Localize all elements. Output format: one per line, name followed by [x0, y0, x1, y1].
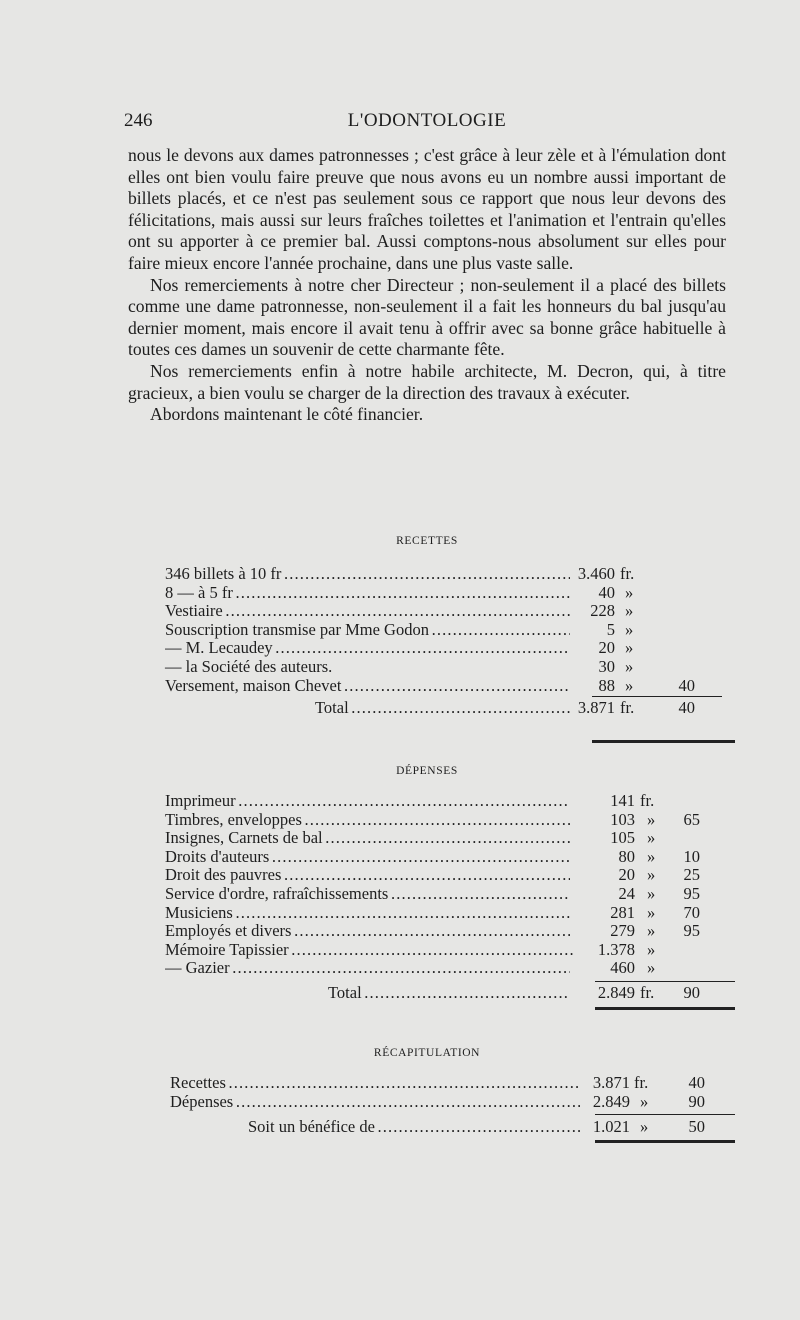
- depenses-row: [165, 904, 735, 923]
- body-text: [128, 145, 726, 426]
- row-unit: fr.: [620, 564, 635, 583]
- recettes-row: [165, 565, 735, 584]
- sum-rule: [595, 981, 735, 982]
- depenses-title: DÉPENSES: [396, 765, 458, 777]
- row-unit: fr.: [640, 791, 655, 810]
- paragraph-2: Nos remerciements à notre cher Directeur ; non-seulement il a placé des billets comme une dame patronnesse, non-seulement il a fait les honneurs du bal jusqu'au dernier moment, mais encore il avait tenu à offrir avec sa bonne grâce habituelle à toutes ces dames un souvenir de cette charmante fête.: [128, 274, 726, 360]
- row-unit: »: [625, 601, 634, 621]
- recettes-row: [165, 639, 735, 658]
- recapitulation-title: RÉCAPITULATION: [373, 1047, 481, 1059]
- row-cents: 95: [683, 921, 700, 941]
- row-cents: 40: [678, 675, 695, 695]
- total-rule: [595, 1140, 735, 1143]
- total-unit: fr.: [640, 982, 655, 1002]
- row-description: — Gazier . . .: [165, 959, 570, 978]
- recettes-title: RECETTES: [396, 535, 458, 547]
- total-unit: fr.: [620, 698, 635, 718]
- row-description: Imprimeur . . .: [165, 792, 570, 811]
- row-unit: »: [647, 939, 656, 959]
- recettes-row: [165, 677, 735, 696]
- row-cents: 40: [688, 1073, 705, 1092]
- recettes-row: [165, 584, 735, 603]
- recettes-row: [165, 602, 735, 621]
- row-francs: 2.849: [592, 1091, 630, 1111]
- row-francs: 20: [598, 638, 615, 658]
- row-description: Musiciens . . .: [165, 904, 570, 923]
- depenses-row: [165, 829, 735, 848]
- row-unit: »: [647, 865, 656, 885]
- row-cents: 10: [683, 846, 700, 866]
- row-unit: »: [625, 656, 634, 676]
- row-description: Insignes, Carnets de bal . . .: [165, 829, 570, 848]
- row-francs: 3.460: [577, 564, 615, 583]
- total-unit: »: [640, 1117, 649, 1137]
- total-francs: 3.871: [577, 698, 615, 718]
- row-francs: 460: [610, 958, 635, 978]
- row-cents: 25: [683, 865, 700, 885]
- row-description: — la Société des auteurs.: [165, 656, 333, 676]
- row-unit: »: [647, 846, 656, 866]
- depenses-row: [165, 941, 735, 960]
- row-francs: 88: [598, 675, 615, 695]
- row-francs: 40: [598, 582, 615, 602]
- row-description: Mémoire Tapissier . . .: [165, 941, 575, 960]
- row-unit: »: [625, 582, 634, 602]
- row-francs: 1.378: [597, 939, 635, 959]
- depenses-row: [165, 848, 735, 867]
- total-rule: [592, 740, 735, 743]
- row-description: Versement, maison Chevet . . .: [165, 677, 570, 696]
- row-unit: »: [647, 958, 656, 978]
- row-description: Vestiaire . . .: [165, 602, 570, 621]
- row-description: Timbres, enveloppes . . .: [165, 811, 570, 830]
- total-cents: 40: [678, 698, 695, 718]
- recapitulation-row: [170, 1074, 740, 1093]
- row-francs: 5: [606, 619, 615, 639]
- row-francs: 103: [610, 809, 635, 829]
- depenses-row: [165, 885, 735, 904]
- row-cents: 95: [683, 883, 700, 903]
- total-francs: 2.849: [597, 982, 635, 1002]
- recapitulation-row: [170, 1093, 740, 1112]
- recettes-row: [165, 621, 735, 640]
- row-cents: 70: [683, 902, 700, 922]
- total-cents: 90: [683, 982, 700, 1002]
- row-francs: 105: [610, 828, 635, 848]
- row-unit: »: [625, 638, 634, 658]
- row-francs: 30: [598, 656, 615, 676]
- row-unit: »: [647, 902, 656, 922]
- row-description: 346 billets à 10 fr . . .: [165, 565, 570, 584]
- recettes-table: [165, 565, 735, 718]
- row-unit: »: [647, 809, 656, 829]
- row-francs: 24: [618, 883, 635, 903]
- paragraph-1: nous le devons aux dames patronnesses ; c'est grâce à leur zèle et à l'émulation dont elles ont bien voulu faire preuve que nous avons eu un nombre aussi important de billets placés, et ce n'est pas seulement sous ce rapport que nous leur devons des félicitations, mais aussi sur leurs fraîches toilettes et l'animation et l'entrain qu'elles ont su apporter à ce premier bal. Aussi comptons-nous absolument sur elles pour faire mieux encore l'année prochaine, dans une plus vaste salle.: [128, 145, 726, 273]
- total-label: Total . . .: [315, 699, 570, 718]
- row-description: Droits d'auteurs . . .: [165, 848, 570, 867]
- row-francs: 279: [610, 921, 635, 941]
- row-description: Recettes . . .: [170, 1074, 580, 1093]
- row-unit: fr.: [634, 1073, 649, 1092]
- total-francs: 1.021: [592, 1117, 630, 1137]
- row-description: Souscription transmise par Mme Godon . . .: [165, 621, 570, 640]
- row-description: Dépenses . . .: [170, 1093, 580, 1112]
- row-francs: 20: [618, 865, 635, 885]
- depenses-row: [165, 811, 735, 830]
- page-header: [124, 110, 730, 136]
- row-francs: 228: [590, 601, 615, 621]
- row-cents: 90: [688, 1091, 705, 1111]
- depenses-row: [165, 922, 735, 941]
- sum-rule: [592, 696, 722, 697]
- row-francs: 3.871: [592, 1073, 630, 1092]
- row-unit: »: [640, 1091, 649, 1111]
- row-description: Employés et divers . . .: [165, 922, 570, 941]
- row-unit: »: [625, 675, 634, 695]
- row-description: Service d'ordre, rafraîchissements . . .: [165, 885, 570, 904]
- row-description: — M. Lecaudey . . .: [165, 639, 570, 658]
- recapitulation-table: [170, 1074, 740, 1137]
- recettes-row: [165, 658, 735, 677]
- paragraph-3: Nos remerciements enfin à notre habile architecte, M. Decron, qui, à titre gracieux, a bien voulu se charger de la direction des travaux à exécuter.: [128, 360, 726, 403]
- depenses-row: [165, 866, 735, 885]
- row-francs: 80: [618, 846, 635, 866]
- row-unit: »: [647, 883, 656, 903]
- page-number: 246: [124, 110, 153, 131]
- depenses-row: [165, 959, 735, 978]
- total-label: Total . . .: [328, 984, 570, 1003]
- sum-rule: [595, 1114, 735, 1115]
- total-rule: [595, 1007, 735, 1010]
- recapitulation-total-row: [170, 1118, 740, 1137]
- depenses-total-row: [165, 984, 735, 1003]
- depenses-table: [165, 792, 735, 1003]
- recettes-total-row: [165, 699, 735, 718]
- row-description: Droit des pauvres . . .: [165, 866, 570, 885]
- row-francs: 281: [610, 902, 635, 922]
- row-francs: 141: [610, 791, 635, 810]
- row-unit: »: [647, 921, 656, 941]
- total-cents: 50: [688, 1117, 705, 1137]
- row-cents: 65: [683, 809, 700, 829]
- row-unit: »: [625, 619, 634, 639]
- row-description: 8 — à 5 fr . . .: [165, 584, 570, 603]
- row-unit: »: [647, 828, 656, 848]
- paragraph-4: Abordons maintenant le côté financier.: [150, 404, 424, 425]
- total-label: Soit un bénéfice de . . .: [248, 1118, 580, 1137]
- running-title: L'ODONTOLOGIE: [347, 110, 507, 131]
- depenses-row: [165, 792, 735, 811]
